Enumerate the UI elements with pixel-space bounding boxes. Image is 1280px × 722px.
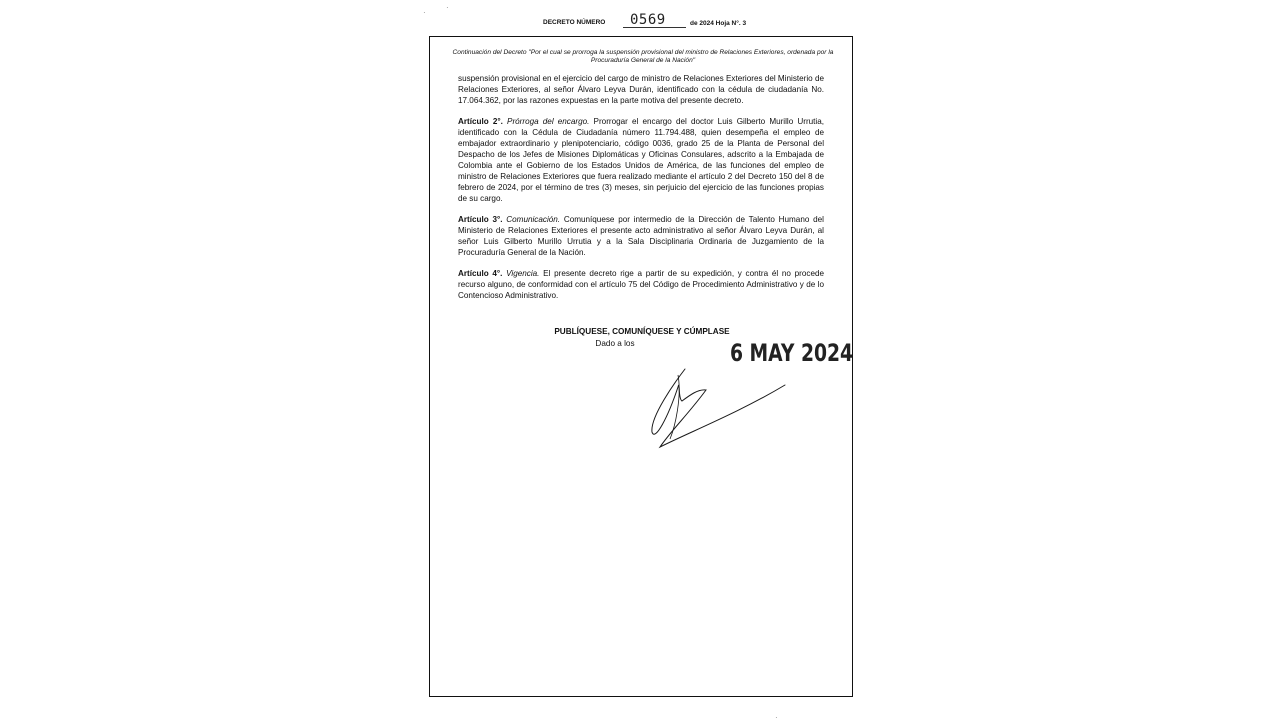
article-3 [458, 215, 824, 259]
decree-page-label: de 2024 Hoja N°. 3 [690, 20, 747, 27]
closing-formula: PUBLÍQUESE, COMUNÍQUESE Y CÚMPLASE [554, 327, 730, 336]
article-3-text: Comuníquese por intermedio de la Dirección de Talento Humano del Ministerio de Relaciones Exteriores el presente acto administrativo al señor Álvaro Leyva Durán, al señor Luis Gilberto Murillo Urrutia y a la Sala Disciplinaria Ordinaria de Juzgamiento de la Procuraduría General de la Nación. [458, 214, 824, 257]
paragraph-continuation: suspensión provisional en el ejercicio del cargo de ministro de Relaciones Exteriores del Ministerio de Relaciones Exteriores, al señor Álvaro Leyva Durán, identificado con la cédula de ciudadanía No. 17.064.362, por las razones expuestas en la parte motiva del presente decreto. [458, 74, 824, 105]
article-2 [458, 117, 824, 204]
dado-a-los: Dado a los [595, 339, 635, 348]
date-stamp: 6 MAY 2024 [730, 339, 854, 367]
article-4-text: El presente decreto rige a partir de su expedición, y contra él no procede recurso alguno, de conformidad con el artículo 75 del Código de Procedimiento Administrativo y de lo Contencioso Administrativo. [458, 269, 824, 300]
article-4-label: Artículo 4°. [458, 269, 503, 279]
document-page [429, 36, 853, 697]
article-3-label: Artículo 3°. [458, 214, 503, 224]
decree-number-underline [623, 27, 686, 28]
continuation-subtitle: Continuación del Decreto "Por el cual se prorroga la suspensión provisional del ministro de Relaciones Exteriores, ordenada por la Procuraduría General de la Nación" [452, 49, 834, 64]
scan-dot: · [775, 713, 778, 722]
decree-number: 0569 [630, 12, 666, 28]
article-2-title: Prórroga del encargo. [507, 117, 590, 127]
article-2-label: Artículo 2°. [458, 117, 503, 127]
decree-number-label: DECRETO NÚMERO [543, 19, 606, 26]
decree-header [540, 12, 800, 32]
article-3-title: Comunicación. [506, 214, 561, 224]
article-4-title: Vigencia. [506, 269, 540, 279]
article-4 [458, 269, 824, 302]
scan-dot: · [446, 3, 449, 12]
signature-icon [630, 357, 830, 457]
scan-dot: · [423, 8, 426, 17]
document-body [458, 74, 824, 312]
article-2-text: Prorrogar el encargo del doctor Luis Gilberto Murillo Urrutia, identificado con la Cédula de Ciudadanía número 11.794.488, quien desempeña el empleo de embajador extraordinario y plenipotenciario, código 0036, grado 25 de la Planta de Personal del Despacho de los Jefes de Misiones Diplomáticas y Oficinas Consulares, adscrito a la Embajada de Colombia ante el Gobierno de los Estados Unidos de América, de las funciones del empleo de ministro de Relaciones Exteriores que fuera realizado mediante el artículo 2 del Decreto 150 del 8 de febrero de 2024, por el término de tres (3) meses, sin perjuicio del ejercicio de las funciones propias de su cargo. [458, 117, 825, 203]
